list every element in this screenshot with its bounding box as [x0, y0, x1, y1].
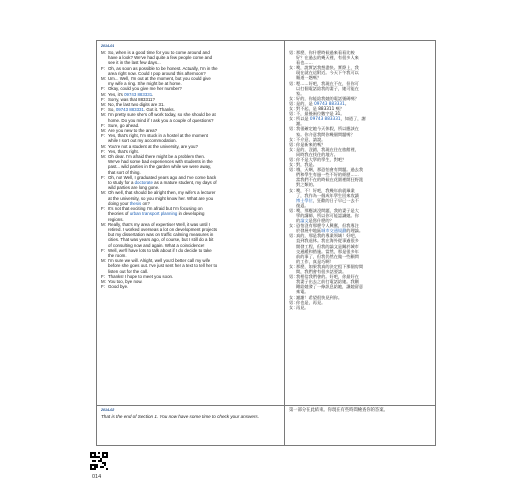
line-text: 家。你介意我問你幾個問題嗎？ — [296, 131, 355, 137]
line-text: regions. — [108, 216, 124, 222]
speaker-label: 男： — [289, 207, 298, 213]
line-text: 真的，那是我的專業領域！好吧， — [296, 233, 359, 239]
speaker-label: 男： — [289, 167, 298, 173]
line-text: So, 09743 883331. Got it. Thanks. — [108, 107, 175, 113]
line-text: 謝。 — [296, 121, 305, 127]
line-text: Are you new to the area? — [108, 128, 158, 134]
speaker-label: F: — [101, 86, 105, 92]
speaker-label: M: — [101, 143, 106, 149]
line-text: 那麼，你什麼時候過來看看比較 — [296, 50, 355, 55]
answer-highlight: 09743 883331 — [115, 107, 144, 113]
line-text: 所以是 09743 883331，知道了，謝 — [296, 116, 366, 122]
line-text: 當我們不在的時候在花園裡開狂野派 — [296, 177, 364, 183]
line-text: 對之類的。 — [296, 182, 317, 188]
line-text: 噢，不！好吧，我幾年前就畢業 — [296, 187, 355, 193]
answer-highlight: urban transport planning — [129, 211, 178, 217]
speaker-label: F: — [101, 65, 105, 71]
speaker-label: M: — [101, 128, 106, 134]
chinese-column — [285, 41, 435, 445]
speaker-label: M: — [101, 154, 106, 160]
english-column — [97, 41, 285, 445]
line-text: Thanks! I hope to meet you soon. — [108, 273, 174, 279]
speaker-label: 女： — [289, 162, 298, 168]
speaker-label: M: — [101, 76, 106, 82]
line-text: at the university, so you might know her. What are you — [108, 195, 214, 201]
line-text: 哦，天啊，那恐怕會有問題。過去我 — [296, 167, 364, 173]
line-text: 再見。 — [296, 304, 309, 310]
line-text: 噢，說實話我想盡快。實際上，我 — [296, 65, 359, 71]
line-text: 同時我在找住的地方。 — [296, 151, 338, 157]
line-text: 前的事了，但我仍然在做一些顧問 — [296, 253, 359, 259]
line-text: 開發工程，但我的論文是關於城市 — [296, 243, 359, 249]
speaker-label: 男： — [289, 233, 298, 239]
footer-divider — [97, 405, 435, 406]
line-text: to study for a doctorate as a mature student, my days of — [108, 180, 217, 186]
line-text: Um... Well, I'm out at the moment, but you could give — [108, 76, 211, 82]
line-text: 恐怕沒有那麼令人興奮，但我專注 — [296, 223, 359, 229]
line-text: 於發展中地區城市交通規劃的理論。 — [296, 228, 364, 234]
answer-highlight: 城市交通規劃 — [321, 228, 347, 234]
line-text: have a look? We've had quite a few people come and — [108, 55, 213, 61]
line-text: 了，我作為一個成年學生回來攻讀 — [296, 192, 359, 198]
speaker-label: 男： — [289, 50, 298, 55]
line-text: 以打個電話給我的妻子，她可能在 — [296, 85, 359, 91]
line-text: 是的，沒錯，我現在住在旅館裡， — [296, 146, 359, 152]
line-text: 是的，是 09743 883331。 — [296, 100, 349, 106]
speaker-label: F: — [101, 273, 105, 279]
speaker-label: 女： — [289, 65, 298, 71]
chinese-transcript — [289, 50, 431, 310]
speaker-label: 女： — [289, 223, 298, 229]
speaker-label: 女： — [289, 116, 298, 122]
footer-english — [101, 408, 281, 420]
line-text: listen out for the call. — [108, 268, 149, 274]
answer-highlight: 博士學位 — [296, 197, 313, 203]
line-text: You're not a student at the university, are you? — [108, 143, 198, 149]
line-text: 間，我們會有很多話要談。 — [296, 269, 347, 275]
line-text: doing your thesis on? — [108, 200, 150, 206]
line-text: past... wild parties in the garden while we were away, — [108, 164, 212, 170]
line-text: while I sort out my accommodation. — [108, 138, 177, 144]
speaker-label: F: — [101, 107, 105, 113]
line-text: Yes, that's right. — [108, 148, 139, 154]
line-text: wild parties are long gone. — [108, 185, 160, 191]
speaker-label: F: — [101, 148, 105, 154]
speaker-label: F: — [101, 174, 105, 180]
line-text: 你是新來的嗎？ — [296, 141, 326, 147]
line-text: theories of urban transport planning in developing — [108, 211, 205, 217]
track-label: 2014-01 — [101, 44, 115, 48]
line-text: 不介意，請說。 — [296, 136, 326, 142]
speaker-label: 男： — [289, 156, 298, 162]
transcript-frame — [96, 40, 436, 446]
line-text: 好？在過去的幾天裡，有很多人來 — [296, 55, 359, 61]
line-text: but my dissertation was on traffic calming measures in — [108, 232, 214, 238]
transcript-line — [289, 305, 431, 310]
line-text: 你也是，再見。 — [296, 299, 326, 305]
speaker-label: 女： — [289, 136, 298, 142]
speaker-label: F: — [101, 96, 105, 102]
line-text: 順道一趟嗎？ — [296, 75, 322, 81]
speaker-label: M: — [101, 50, 106, 55]
speaker-label: M: — [101, 112, 106, 118]
line-text: 我相信我們會的。好吧，你最好在 — [296, 274, 359, 280]
line-text: Yes, that's right, I'm stuck in a hostel at the moment — [108, 133, 208, 139]
line-text: Oh, as soon as possible to be honest. Actually, I'm in the — [108, 65, 218, 71]
speaker-label: 女： — [289, 263, 298, 269]
line-text: 好的，你能給我她的電話號碼嗎？ — [296, 95, 359, 101]
speaker-label: M: — [101, 91, 106, 97]
speaker-label: F: — [101, 247, 105, 253]
line-text: 對，我是。 — [296, 162, 317, 168]
answer-highlight: doctorate — [134, 180, 153, 186]
line-text: home. Do you mind if I ask you a couple of questions? — [108, 117, 214, 123]
line-text: 嗯……好吧，我現在不在，但你可 — [296, 80, 359, 86]
line-text: Well, we'll have lots to talk about if I do decide to take — [108, 247, 212, 253]
footer-chinese — [289, 408, 431, 413]
line-text: 你不是大學的學生，對吧？ — [296, 156, 347, 162]
line-text: 學的講師，所以你可能認識她。你 — [296, 213, 359, 218]
answer-highlight: 論文 — [300, 218, 309, 224]
speaker-label: 男： — [289, 126, 298, 132]
line-text: Sure, go ahead. — [108, 122, 140, 128]
line-text: retired. I worked overseas a lot on development projects — [108, 226, 218, 232]
line-text: see it in the last few days... — [108, 60, 161, 66]
line-text: that sort of thing. — [108, 169, 141, 175]
line-text: You too, bye now. — [108, 278, 143, 284]
line-text: 們和學生有過一些不好的經歷…… — [296, 172, 359, 178]
answer-highlight: thesis — [129, 200, 142, 206]
line-text: Oh, no! Well, I graduated years ago and I've come back — [108, 174, 217, 180]
line-text: I'm pretty sure she's off work today, so she should be at — [108, 112, 216, 118]
line-text: 對不起，是 883311 嗎？ — [296, 106, 344, 112]
line-text: So, when is a good time for you to come around and — [108, 50, 210, 55]
qr-code-icon[interactable] — [90, 452, 108, 470]
line-text: 我妻子出去之前打電話給她。我剛 — [296, 279, 359, 285]
line-text: 交通緩和措施。當然，那是很多年 — [296, 248, 359, 254]
transcript-line — [101, 284, 280, 289]
answer-highlight: 09743 883331 — [309, 116, 341, 122]
line-text: 來電。 — [296, 289, 309, 295]
speaker-label: 男： — [289, 274, 298, 280]
line-text: Oh dear. I'm afraid there might be a problem then. — [108, 154, 205, 160]
speaker-label: F: — [101, 122, 105, 128]
line-text: Really, that's my area of expertise! Well, it was until I — [108, 221, 210, 227]
speaker-label: 女： — [289, 106, 298, 112]
line-text: We've had some bad experiences with students in the — [108, 159, 213, 165]
speaker-label: 男： — [289, 299, 298, 305]
line-text: 復返。 — [296, 202, 309, 208]
footer-english-text: That is the end of Section 1. You now have some time to check your answers. — [101, 414, 259, 419]
speaker-label: 男： — [289, 80, 298, 86]
line-text: of consulting now and again. What a coincidence! — [108, 242, 205, 248]
line-text: Yes, it's 09743 883331. — [108, 91, 154, 97]
speaker-label: 男： — [289, 100, 298, 106]
speaker-label: F: — [101, 133, 105, 139]
line-text: Okay, could you give me her number? — [108, 86, 182, 92]
line-text: 剛給她發了一條訊息給她，讓她留意 — [296, 284, 364, 290]
speaker-label: M: — [101, 221, 106, 227]
line-text: cities. That was years ago, of course, but I still do a bit — [108, 237, 214, 243]
speaker-label: M: — [101, 190, 106, 196]
line-text: No, the last two digits are 31. — [108, 102, 165, 108]
speaker-label: M: — [101, 278, 106, 284]
line-text: 不，最後兩位數字是 31。 — [296, 111, 345, 117]
footer-chinese-text: 第一部分在此結束。你現在有些時間檢查你的答案。 — [289, 408, 388, 413]
speaker-label: 男： — [289, 141, 298, 147]
line-text: 的論文是寫什麼的？ — [296, 218, 334, 224]
line-text: 看也…… — [296, 60, 313, 66]
line-text: 的工作，真是巧啊！ — [296, 258, 334, 264]
line-text: 噢，那應該沒問題，我的妻子是大 — [296, 207, 359, 213]
speaker-label: F: — [101, 284, 105, 290]
page-number: 014 — [92, 474, 102, 480]
answer-highlight: 09743 883331 — [124, 91, 153, 97]
line-text: 謝謝！希望很快見到你。 — [296, 294, 343, 300]
footer-track-label: 2014-02 — [101, 408, 115, 412]
line-text: 博士學位，狂歡的日子早已一去不 — [296, 197, 359, 203]
line-text: area right now. Could I pop around this afternoon? — [108, 70, 206, 76]
speaker-label: 女： — [289, 146, 298, 152]
speaker-label: 女： — [289, 187, 298, 193]
speaker-label: 女： — [289, 95, 298, 101]
line-text: I'm sure we will. Alright, well you'd better call my wife — [108, 258, 211, 264]
english-transcript — [101, 50, 280, 289]
line-text: before she goes out. I've just sent her a text to tell her to — [108, 263, 218, 269]
speaker-label: M: — [101, 258, 106, 264]
line-text: 家。 — [296, 90, 305, 96]
speaker-label: M: — [101, 102, 106, 108]
line-text: Good bye. — [108, 284, 129, 290]
line-text: the room. — [108, 252, 127, 258]
speaker-label: 男： — [289, 111, 298, 117]
line-text: Oh well, that should be alright then, my wife's a lecturer — [108, 190, 216, 196]
line-text: 我很確定她今天休假，所以應該在 — [296, 126, 359, 132]
speaker-label: 女： — [289, 294, 298, 300]
line-text: 現在就在這附近。今天下午我可以 — [296, 70, 359, 76]
line-text: 那麼，如果我真的決定租下那個房間 — [296, 263, 364, 269]
line-text: Sorry, was that 883311? — [108, 96, 155, 102]
line-text: my wife a ring. She might be at home. — [108, 81, 182, 87]
line-text: It's not that exciting I'm afraid but I'm focusing on — [108, 206, 203, 212]
answer-highlight: 09743 883331 — [314, 100, 345, 106]
line-text: 直到我退休。我在海外從事過很多 — [296, 238, 359, 244]
speaker-label: F: — [101, 206, 105, 212]
speaker-label: 女： — [289, 304, 298, 310]
